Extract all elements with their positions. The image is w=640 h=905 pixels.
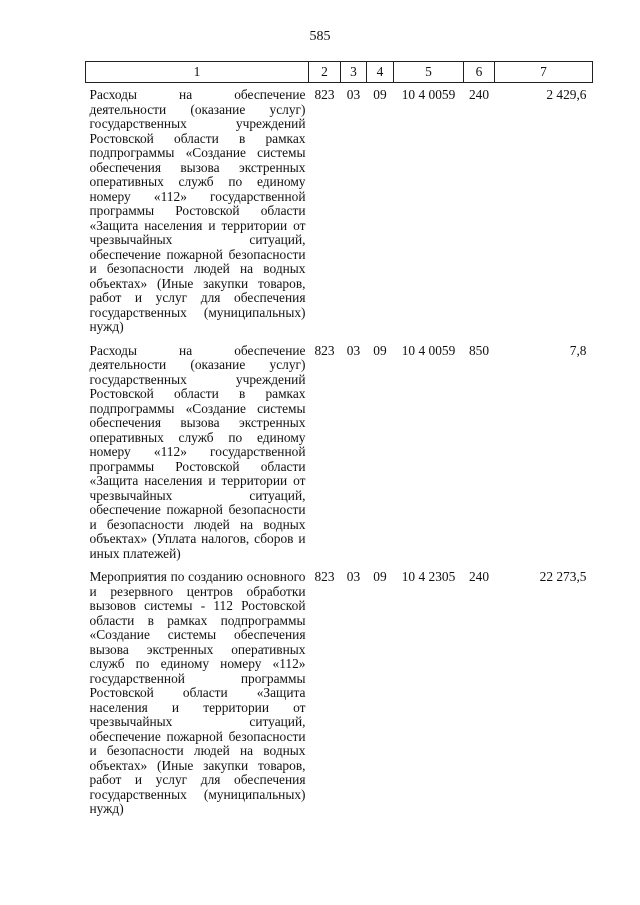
row-section-code: 03 <box>346 342 361 358</box>
row-description: Расходы на обеспечение деятельности (оказание услуг) государственных учреждений Ростовской области в рамках подпрограммы «Создание системы обеспечения вызова экстренных оперативных служб по единому номеру «112» государственной программы Ростовской области «Защита населения и территории от чрезвычайных ситуаций, обеспечение пожарной безопасности и безопасности людей на водных объектах» (Уплата налогов, сборов и иных платежей) <box>89 342 306 561</box>
row-section-code: 03 <box>346 87 361 102</box>
column-header-6: 6 <box>464 62 495 83</box>
row-section-code: 03 <box>346 569 361 584</box>
row-expense-type-code: 240 <box>468 569 490 584</box>
row-target-code: 10 4 0059 <box>401 87 456 102</box>
row-amount: 2 429,6 <box>546 87 587 102</box>
row-description: Расходы на обеспечение деятельности (оказание услуг) государственных учреждений Ростовской области в рамках подпрограммы «Создание системы обеспечения вызова экстренных оперативных служб по единому номеру «112» государственной программы Ростовской области «Защита населения и территории от чрезвычайных ситуаций, обеспечение пожарной безопасности и безопасности людей на водных объектах» (Иные закупки товаров, работ и услуг для обеспечения государственных (муниципальных) нужд) <box>89 87 306 334</box>
column-header-2: 2 <box>309 62 341 83</box>
column-header-3: 3 <box>341 62 367 83</box>
page-number: 585 <box>309 29 331 44</box>
row-amount: 22 273,5 <box>539 569 587 584</box>
row-subsection-code: 09 <box>373 569 387 584</box>
row-subsection-code: 09 <box>373 87 387 102</box>
column-header-7: 7 <box>495 62 593 83</box>
table-row <box>86 561 593 817</box>
table-row <box>86 335 593 562</box>
table-row <box>86 83 593 335</box>
row-subsection-code: 09 <box>373 342 387 358</box>
budget-table <box>85 61 593 817</box>
row-target-code: 10 4 0059 <box>401 342 456 358</box>
row-target-code: 10 4 2305 <box>401 569 456 584</box>
column-header-5: 5 <box>394 62 464 83</box>
column-header-1: 1 <box>86 62 309 83</box>
column-header-4: 4 <box>367 62 394 83</box>
row-expense-type-code: 850 <box>468 342 490 358</box>
row-ministry-code: 823 <box>314 342 335 358</box>
table-header-row <box>86 62 593 83</box>
row-ministry-code: 823 <box>314 87 335 102</box>
row-amount: 7,8 <box>569 342 587 358</box>
row-ministry-code: 823 <box>314 569 335 584</box>
row-expense-type-code: 240 <box>468 87 490 102</box>
row-description: Мероприятия по созданию основного и резервного центров обработки вызовов системы - 112 Ростовской области в рамках подпрограммы «Создание системы обеспечения вызова экстренных оперативных служб по единому номеру «112» государственной программы Ростовской области «Защита населения и территории от чрезвычайных ситуаций, обеспечение пожарной безопасности и безопасности людей на водных объектах» (Иные закупки товаров, работ и услуг для обеспечения государственных (муниципальных) нужд) <box>89 569 306 816</box>
